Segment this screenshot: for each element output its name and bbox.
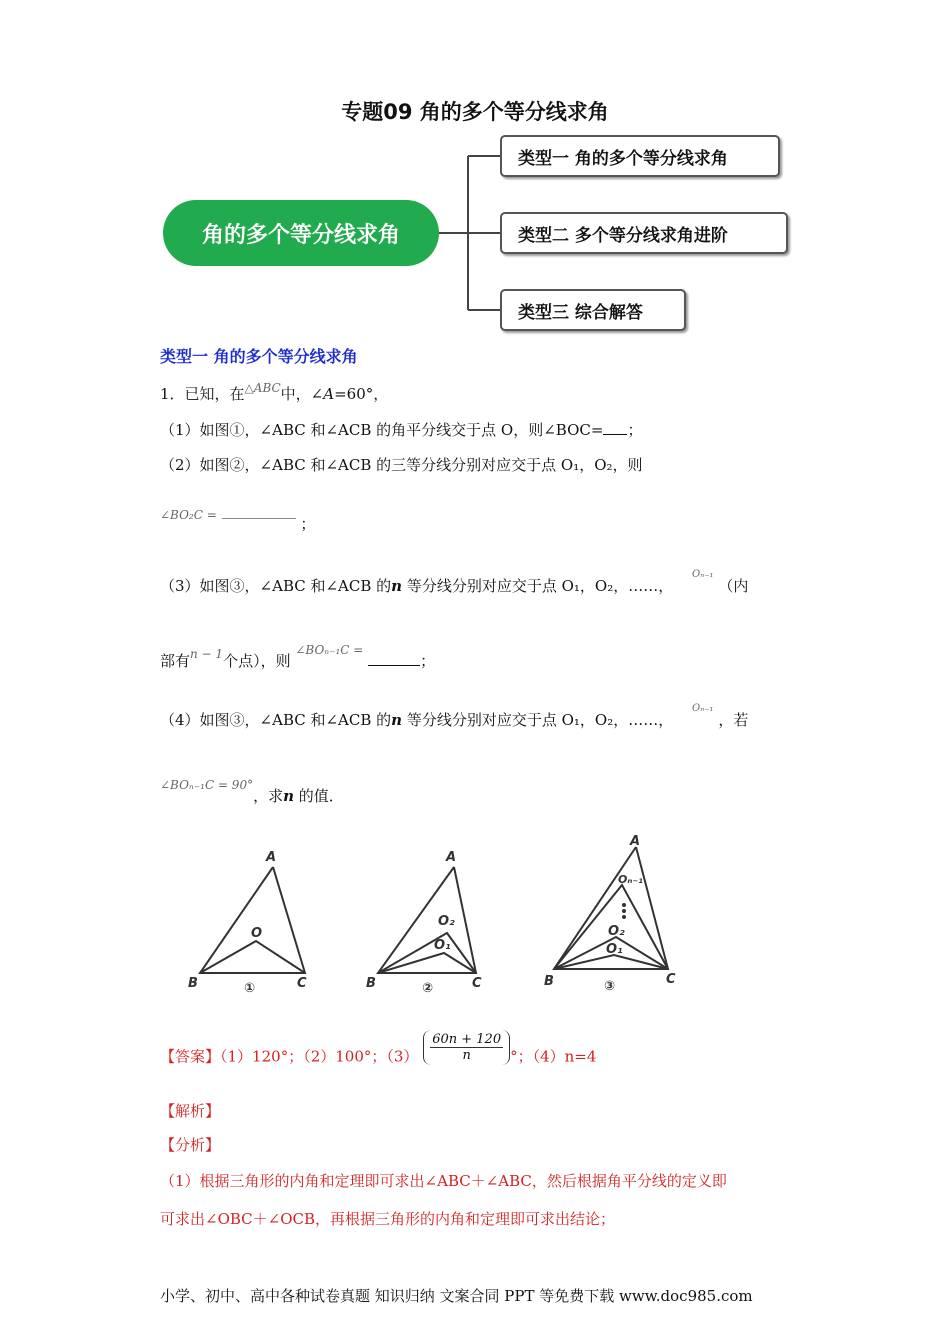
mindmap-branch-3: 类型三 综合解答 xyxy=(500,289,686,331)
question-part-4-line2: $^{\angle BO_{n-1}C = 90^\circ}$，求n 的值． xyxy=(160,778,344,805)
fig3-label-on1: Oₙ₋₁ xyxy=(618,873,643,886)
fig2-label-o1: O₁ xyxy=(434,938,451,953)
fig2-label-o2: O₂ xyxy=(438,914,455,929)
fig1-label-a: A xyxy=(266,850,277,865)
fig2-label-c: C xyxy=(472,976,482,991)
analysis-label: 【解析】 xyxy=(160,1102,221,1120)
question-intro: 1．已知，在$^{\triangle ABC}$中，∠A=60°， xyxy=(160,381,389,403)
fig3-caption: ③ xyxy=(604,979,616,994)
fig2-label-b: B xyxy=(366,976,376,991)
fig2-label-a: A xyxy=(446,850,457,865)
fenxi-line-2: 可求出∠OBC＋∠OCB，再根据三角形的内角和定理即可求出结论； xyxy=(160,1210,616,1228)
fig3-label-o2: O₂ xyxy=(608,924,625,939)
fig3-label-a: A xyxy=(630,835,641,849)
figure-1 xyxy=(180,845,320,1000)
question-part-2: （2）如图②，∠ABC 和∠ACB 的三等分线分别对应交于点 O₁，O₂，则 xyxy=(160,456,643,474)
question-part-3-line2: 部有$^{n - 1}$个点），则 $^{\angle BO_{n-1}C =}$ ； xyxy=(160,643,436,670)
figure-2 xyxy=(358,845,498,1000)
question-part-2-formula: ∠BO₂C = ； xyxy=(160,508,316,533)
fig2-caption: ② xyxy=(422,981,434,996)
fenxi-label: 【分析】 xyxy=(160,1136,221,1154)
fig1-label-b: B xyxy=(188,976,198,991)
fig3-label-c: C xyxy=(666,972,676,987)
page-footer: 小学、初中、高中各种试卷真题 知识归纳 文案合同 PPT 等免费下载 www.doc985.com xyxy=(160,1287,753,1305)
question-part-3: （3）如图③，∠ABC 和∠ACB 的n 等分线分别对应交于点 O₁，O₂，……， $^{O_{n-1}}$ （内 xyxy=(160,569,749,595)
section-heading: 类型一 角的多个等分线求角 xyxy=(160,347,358,366)
answer-blank-1[interactable] xyxy=(603,420,627,435)
question-part-1: （1）如图①，∠ABC 和∠ACB 的角平分线交于点 O，则∠BOC= ； xyxy=(160,421,643,439)
answer-blank-3[interactable] xyxy=(368,651,420,666)
figure-3 xyxy=(540,835,690,1000)
question-part-4: （4）如图③，∠ABC 和∠ACB 的n 等分线分别对应交于点 O₁，O₂，……， $^{O_{n-1}}$ ，若 xyxy=(160,703,749,729)
fenxi-line-1: （1）根据三角形的内角和定理即可求出∠ABC＋∠ABC，然后根据角平分线的定义即 xyxy=(160,1172,727,1190)
fig1-caption: ① xyxy=(244,981,256,996)
mindmap-center: 角的多个等分线求角 xyxy=(163,200,439,266)
fig1-label-c: C xyxy=(297,976,307,991)
mindmap-branch-2: 类型二 多个等分线求角进阶 xyxy=(500,212,788,254)
fig3-label-b: B xyxy=(544,974,554,989)
fig3-label-o1: O₁ xyxy=(606,942,623,957)
answer-fraction: $\frac{60n + 120}{n}$ xyxy=(423,1030,510,1065)
page-title: 专题09 角的多个等分线求角 xyxy=(341,100,609,124)
answer-blank-2[interactable] xyxy=(222,508,296,519)
answer-line: 【答案】（1）120°；（2）100°；（3） $\frac{60n + 120}{n}$ °；（4）n=4 xyxy=(160,1032,597,1066)
mindmap-branch-1: 类型一 角的多个等分线求角 xyxy=(500,135,780,177)
fig1-label-o: O xyxy=(251,926,263,941)
mindmap-connectors xyxy=(0,0,950,340)
